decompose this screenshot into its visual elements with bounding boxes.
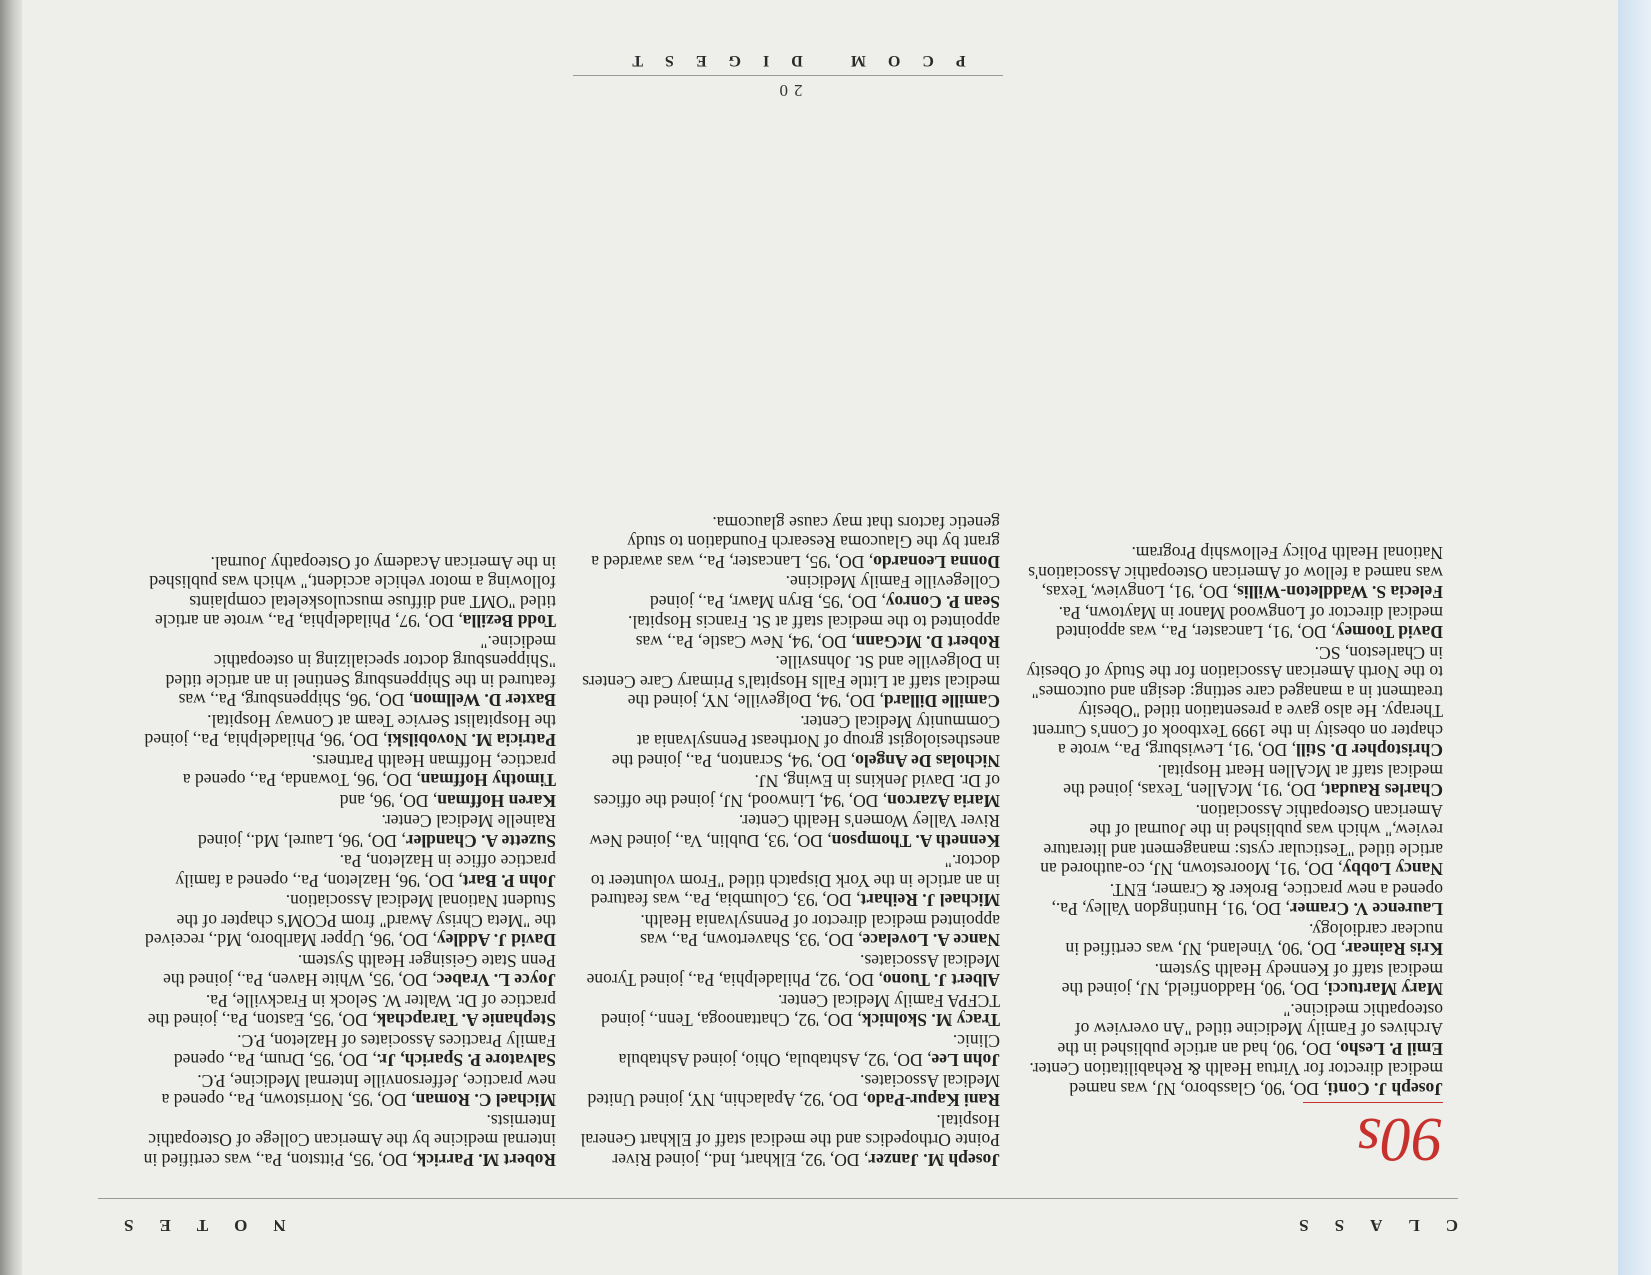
note-text: , DO, '91, Lancaster, Pa., was appointed medical director of Longwood Manor in Maytown, Pa.: [1056, 603, 1443, 643]
column-1: [1023, 542, 1443, 1173]
note-text: , DO, '95, White Haven, Pa., joined the Penn State Geisinger Health System.: [163, 951, 556, 991]
note-text: , DO, '96, Upper Marlboro, Md., received the "Meta Chrisy Award" from PCOM's chapter of the Student National Medical Association.: [145, 891, 556, 951]
alumnus-name: Salvatore P. Sparich, Jr.: [376, 1050, 556, 1071]
alumnus-name: Mary Martucci: [1327, 979, 1443, 1000]
alumnus-name: Christopher D. Still: [1296, 740, 1443, 761]
alumnus-name: Sean P. Conroy: [885, 592, 1000, 612]
alumnus-name: Nance A. Lovelace: [862, 930, 1000, 951]
class-note-entry: [1023, 643, 1443, 760]
page-footer: [573, 40, 1003, 100]
header-rule: [98, 1198, 1458, 1199]
alumnus-name: Karen Hoffman: [437, 791, 556, 811]
note-text: , DO, '95, Drum, Pa., opened Family Practices Associates of Hazleton, P.C.: [173, 1031, 556, 1071]
class-note-entry: [1023, 543, 1443, 602]
class-note-entry: [580, 513, 1000, 572]
class-note-entry: [136, 632, 556, 710]
note-text: , DO, '95, Norristown, Pa., opened a new practice, Jeffersonville Internal Medicine, P.C.: [161, 1071, 556, 1111]
note-text: , DO, '95, Pittston, Pa., was certified in internal medicine by the American College of Osteopathic Internists.: [143, 1111, 556, 1170]
class-note-entry: [580, 911, 1000, 950]
note-text: , DO, '92, Elkhart, Ind., joined River Pointe Orthopedics and the medical staff of Elkhart General Hospital.: [580, 1111, 1000, 1170]
class-note-entry: [580, 712, 1000, 771]
publication-title: PCOM DIGEST: [610, 52, 966, 69]
class-note-entry: [580, 572, 1000, 611]
note-text: , DO, '96, Shippensburg, Pa., was featured in the Shippensburg Sentinel in an article titled "Shippensburg doctor specializing in osteopathic medicine.": [165, 632, 556, 711]
alumnus-name: Emil P. Lesho: [1340, 1039, 1443, 1059]
note-text: , DO, '91, McAllen, Texas, joined the medical staff at McAllen Heart Hospital.: [1063, 761, 1443, 801]
note-text: , DO, '96, Philadelphia, Pa., joined the Hospitalist Service Team at Conway Hospital.: [144, 711, 556, 751]
alumnus-name: Todd Bezilla: [462, 611, 556, 632]
alumnus-name: Michael J. Reihart: [860, 890, 1000, 911]
note-text: , DO, '94, Scranton, Pa., joined the anesthesiologist group of Northeast Pennsylvania at Community Medical Center.: [611, 712, 1000, 771]
note-text: , DO, '95, Bryn Mawr, Pa., joined Collegeville Family Medicine.: [649, 572, 1000, 612]
note-text: , DO, '92, Apalachin, NY, joined United Medical Associates.: [587, 1071, 1000, 1111]
class-note-entry: [136, 1031, 556, 1070]
alumnus-name: Donna Leonardo: [873, 552, 1000, 572]
alumnus-name: Joseph J. Conti: [1327, 1079, 1443, 1099]
class-note-entry: [136, 851, 556, 890]
class-note-entry: [136, 991, 556, 1030]
class-note-entry: [1023, 1000, 1443, 1059]
class-note-entry: [136, 811, 556, 850]
alumnus-name: Tracy M. Skolnick: [861, 1010, 1000, 1031]
alumnus-name: Patricia M. Novobilski: [387, 730, 556, 751]
header-right-word: NOTES: [98, 1216, 286, 1235]
note-text: , DO, '92, Ashtabula, Ohio, joined Ashtabula Clinic.: [618, 1031, 1000, 1071]
note-text: , DO, '94, Dolgeville, NY, joined the medical staff at Little Falls Hospital's Primary Care Centers in Dolgeville and St. Johnsville.: [582, 652, 1000, 712]
alumnus-name: Charles Raudat: [1324, 780, 1443, 801]
class-note-entry: [580, 612, 1000, 651]
alumnus-name: Michael C. Roman: [415, 1090, 556, 1111]
class-note-entry: [1023, 1059, 1443, 1098]
note-text: , DO, '90, had an article published in the Archives of Family Medicine titled "An overview of osteopathic medicine.": [1057, 1000, 1443, 1059]
note-text: , DO, '92, Philadelphia, Pa., joined Tyrone Medical Associates.: [586, 951, 1000, 991]
alumnus-name: Joseph M. Janzer: [868, 1150, 1000, 1170]
alumnus-name: Albert J. Tuono: [882, 970, 1000, 991]
alumnus-name: Kris Rainear: [1345, 939, 1443, 960]
class-note-entry: [1023, 603, 1443, 642]
alumnus-name: Laurence V. Cramer: [1289, 899, 1443, 920]
alumnus-name: John P. Bart: [462, 871, 556, 891]
note-text: , DO, '91, Moorestown, NJ, co-authored an article titled "Testicular cysts: management and literature review," which was published in the Journal of the American Osteopathic Association.: [1040, 801, 1443, 880]
scan-edge-left: [0, 0, 22, 1275]
alumnus-name: Timothy Hoffman: [420, 770, 556, 791]
note-text: , DO, '97, Philadelphia, Pa., wrote an article titled "OMT and diffuse musculoskeletal complaints following a motor vehicle accident," which was published in the American Academy of Osteopathy Journal.: [149, 553, 556, 632]
note-text: , DO, '94, Linwood, NJ, joined the offices of Dr. David Jenkins in Ewing, NJ.: [593, 771, 1000, 811]
alumnus-name: Suzette A. Chandler: [405, 831, 556, 851]
magazine-page: [22, 0, 1618, 1275]
class-note-entry: [580, 652, 1000, 711]
class-note-entry: [1023, 960, 1443, 999]
note-text: , DO, '96, Towanda, Pa., opened a practice, Hoffman Health Partners.: [182, 751, 556, 791]
class-note-entry: [1023, 761, 1443, 800]
column-3: [136, 552, 556, 1170]
note-text: , DO, '91, Longview, Texas, was named a fellow of American Osteopathic Association's National Health Policy Fellowship Program.: [1028, 543, 1443, 603]
note-text: , DO, '93, Dublin, Va., joined New River Valley Women's Health Center.: [589, 811, 1000, 851]
class-note-entry: [136, 951, 556, 990]
page-number: 20: [773, 81, 803, 100]
alumnus-name: David Toomey: [1335, 622, 1443, 643]
alumnus-name: Joyce L. Vrabec: [436, 970, 556, 991]
note-text: , DO, '96, Laurel, Md., joined Rainelle Medical Center.: [198, 811, 556, 851]
note-text: , DO, '95, Lancaster, Pa., was awarded a grant by the Glaucoma Research Foundation to study genetic factors that may cause glaucoma.: [591, 513, 1000, 572]
note-text: , DO, '94, New Castle, Pa., was appointed to the medical staff at St. Francis Hospital.: [628, 612, 1000, 652]
footer-rule: [573, 75, 1003, 76]
alumnus-name: Nicholas De Angelo: [855, 751, 1000, 771]
alumnus-name: Robert M. Parrick: [416, 1150, 556, 1170]
note-text: , DO, '92, Chattanooga, Tenn., joined TCFPA Family Medical Center.: [601, 991, 1000, 1031]
class-note-entry: [136, 1071, 556, 1110]
class-note-entry: [136, 1111, 556, 1170]
note-text: , DO, '95, Easton, Pa., joined the practice of Dr. Walter W. Selock in Frackville, Pa.: [147, 991, 556, 1031]
class-note-entry: [580, 951, 1000, 990]
class-note-entry: [1023, 880, 1443, 919]
note-text: , DO, '93, Shavertown, Pa., was appointed medical director of Pennsylvania Health.: [640, 911, 1000, 951]
class-note-entry: [1023, 801, 1443, 879]
alumnus-name: Kenneth A. Thompson: [831, 831, 1000, 851]
class-note-entry: [136, 891, 556, 950]
alumnus-name: Felecia S. Waddleton-Willis: [1237, 582, 1443, 603]
note-text: , DO, '90, Glassboro, NJ, was named medical director for Virtua Health & Rehabilitation Center.: [1029, 1059, 1443, 1099]
class-note-entry: [580, 1111, 1000, 1170]
alumnus-name: Nancy Lobby: [1342, 859, 1443, 880]
class-note-entry: [580, 1071, 1000, 1110]
class-note-entry: [136, 791, 556, 811]
alumnus-name: Maria Azarcon: [887, 791, 1000, 811]
scan-edge-right: [1618, 0, 1651, 1275]
class-note-entry: [580, 991, 1000, 1030]
alumnus-name: David J. Addley: [436, 930, 556, 951]
class-note-entry: [580, 1031, 1000, 1070]
note-text: , DO, '90, Haddonfield, NJ, joined the medical staff of Kennedy Health System.: [1061, 960, 1443, 1000]
alumnus-name: Camille Dillard: [883, 691, 1000, 712]
class-note-entry: [136, 711, 556, 750]
class-note-entry: [580, 771, 1000, 810]
class-note-entry: [580, 811, 1000, 850]
class-note-entry: [136, 751, 556, 790]
note-text: , DO, '91, Lewisburg, Pa., wrote a chapter on obesity in the 1999 Textbook of Conn's Current Therapy. He also gave a presentation titled "Obesity treatment in a managed care setting: design and outcomes" to the North American Association for the Study of Obesity in Charleston, SC.: [1026, 643, 1443, 761]
note-text: , DO, '93, Columbia, Pa., was featured in an article in the York Dispatch titled "From volunteer to doctor.": [590, 851, 1000, 911]
note-text: , DO, '90, Vineland, NJ, was certified in nuclear cardiology.: [1065, 920, 1443, 960]
alumnus-name: John Lee: [931, 1050, 1000, 1071]
alumnus-name: Baxter D. Wellmon: [413, 690, 556, 711]
alumnus-name: Robert D. McGann: [855, 632, 1000, 652]
note-text: , DO, '96, and: [339, 791, 438, 811]
note-text: , DO, '91, Huntingdon Valley, Pa., opened a new practice, Broker & Cramer, ENT.: [1051, 880, 1443, 920]
class-note-entry: [1023, 920, 1443, 959]
alumnus-name: Stephanie A. Tarapchak: [376, 1010, 556, 1031]
note-text: , DO, '96, Hazleton, Pa., opened a family practice office in Hazleton, Pa.: [175, 851, 556, 891]
column-2: [580, 512, 1000, 1170]
class-note-entry: [136, 553, 556, 631]
header-left-word: CLASS: [1273, 1216, 1458, 1235]
alumnus-name: Rani Kapur-Pado: [866, 1090, 1000, 1111]
section-header: [98, 1205, 1458, 1235]
class-note-entry: [580, 851, 1000, 910]
decade-heading: 90s: [1303, 1102, 1443, 1169]
